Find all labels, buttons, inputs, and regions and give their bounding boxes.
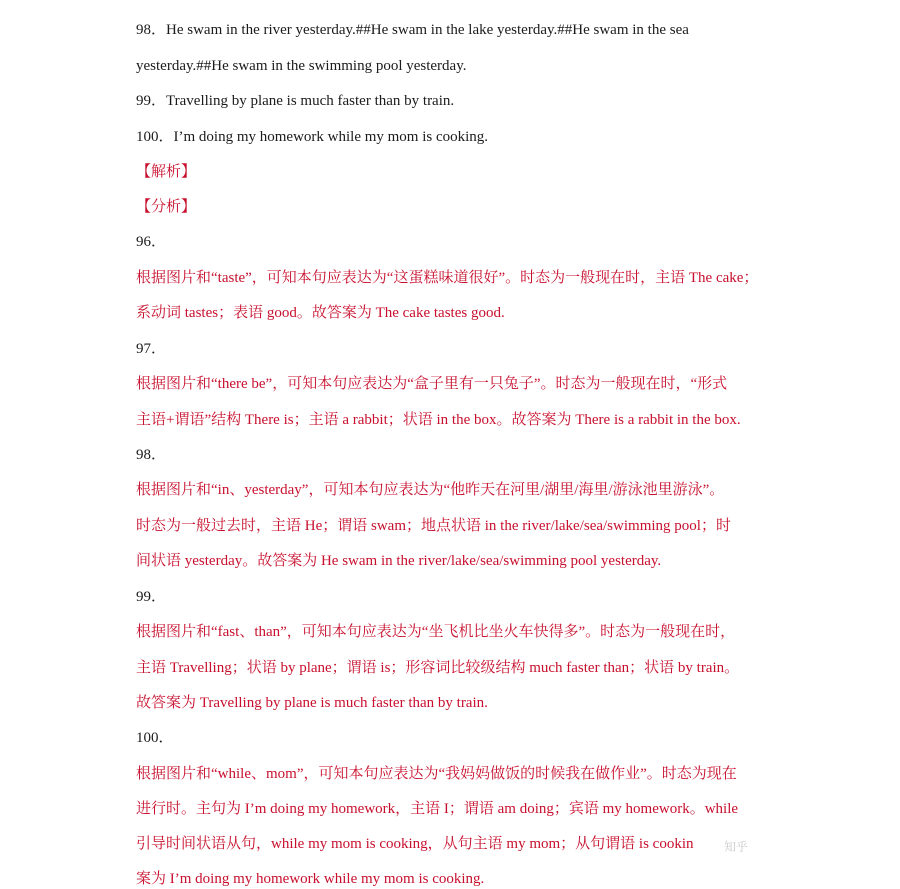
analysis-100-line-4: 案为 I’m doing my homework while my mom is cooking. (136, 871, 485, 887)
analysis-96-line-1: 根据图片和“taste”，可知本句应表达为“这蛋糕味道很好”。时态为一般现在时，主语 The cake； (136, 270, 759, 286)
analysis-number-100: 100． (136, 730, 174, 746)
analysis-100-line-2: 进行时。主句为 I’m doing my homework，主语 I；谓语 am doing；宾语 my homework。while (136, 801, 739, 817)
analysis-100-line-1: 根据图片和“while、mom”，可知本句应表达为“我妈妈做饭的时候我在做作业”。时态为现在 (136, 766, 737, 782)
heading-jiexi: 【解析】 (136, 164, 197, 180)
analysis-99-line-2: 主语 Travelling；状语 by plane；谓语 is；形容词比较级结构 much faster than；状语 by train。 (136, 660, 740, 676)
heading-fenxi: 【分析】 (136, 199, 197, 215)
analysis-96-line-2: 系动词 tastes；表语 good。故答案为 The cake tastes good. (136, 305, 505, 321)
answer-99: 99．Travelling by plane is much faster than by train. (136, 93, 455, 109)
answer-98-line-2: yesterday.##He swam in the swimming pool yesterday. (136, 58, 467, 74)
analysis-100-line-3: 引导时间状语从句，while my mom is cooking，从句主语 my mom；从句谓语 is cookin (136, 836, 694, 852)
analysis-98-line-3: 间状语 yesterday。故答案为 He swam in the river/lake/sea/swimming pool yesterday. (136, 553, 662, 569)
analysis-98-line-2: 时态为一般过去时，主语 He；谓语 swam；地点状语 in the river/lake/sea/swimming pool；时 (136, 518, 731, 534)
analysis-number-97: 97． (136, 341, 167, 357)
answer-98-line-1: 98．He swam in the river yesterday.##He swam in the lake yesterday.##He swam in the sea (136, 22, 689, 38)
analysis-99-line-3: 故答案为 Travelling by plane is much faster than by train. (136, 695, 488, 711)
analysis-number-96: 96． (136, 234, 167, 250)
analysis-97-line-1: 根据图片和“there be”，可知本句应表达为“盒子里有一只兔子”。时态为一般现在时，“形式 (136, 376, 728, 392)
analysis-number-98: 98． (136, 447, 167, 463)
analysis-99-line-1: 根据图片和“fast、than”，可知本句应表达为“坐飞机比坐火车快得多”。时态为一般现在时， (136, 624, 736, 640)
analysis-98-line-1: 根据图片和“in、yesterday”，可知本句应表达为“他昨天在河里/湖里/海里/游泳池里游泳”。 (136, 482, 725, 498)
analysis-97-line-2: 主语+谓语”结构 There is；主语 a rabbit；状语 in the box。故答案为 There is a rabbit in the box. (136, 412, 741, 428)
analysis-number-99: 99． (136, 589, 167, 605)
zhihu-watermark: 知乎 (724, 840, 749, 854)
answer-100: 100．I’m doing my homework while my mom is cooking. (136, 129, 489, 145)
